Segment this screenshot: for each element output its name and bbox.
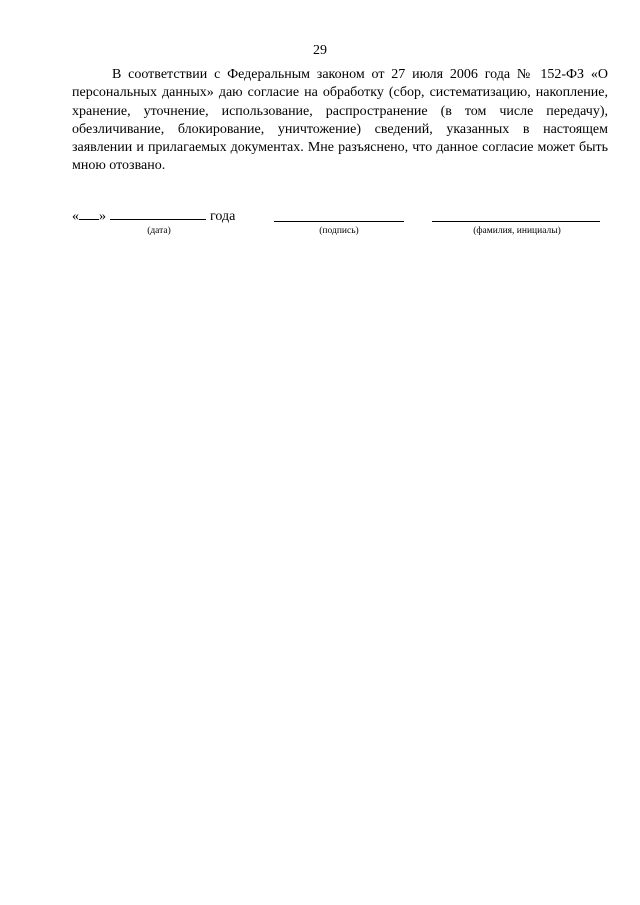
day-blank: [79, 206, 99, 220]
signature-blank: [274, 221, 404, 222]
year-word: года: [210, 209, 236, 224]
date-field: [72, 206, 235, 226]
month-blank: [110, 206, 206, 220]
signature-caption: (подпись): [319, 226, 359, 236]
consent-paragraph: В соответствии с Федеральным законом от 27 июля 2006 года № 152-ФЗ «О персональных данных» даю согласие на обработку (сбор, систематизацию, накопление, хранение, уточнение, использование, распространение (в том числе передачу), обезличивание, блокирование, уничтожение) сведений, указанных в настоящем заявлении и прилагаемых документах. Мне разъяснено, что данное согласие может быть мною отозвано.: [72, 67, 608, 174]
name-blank: [432, 221, 600, 222]
page-number: 29: [313, 43, 327, 58]
name-caption: (фамилия, инициалы): [473, 226, 561, 236]
signature-block: [72, 206, 608, 246]
date-caption: (дата): [147, 226, 171, 236]
close-quote: »: [99, 209, 106, 224]
open-quote: «: [72, 209, 79, 224]
